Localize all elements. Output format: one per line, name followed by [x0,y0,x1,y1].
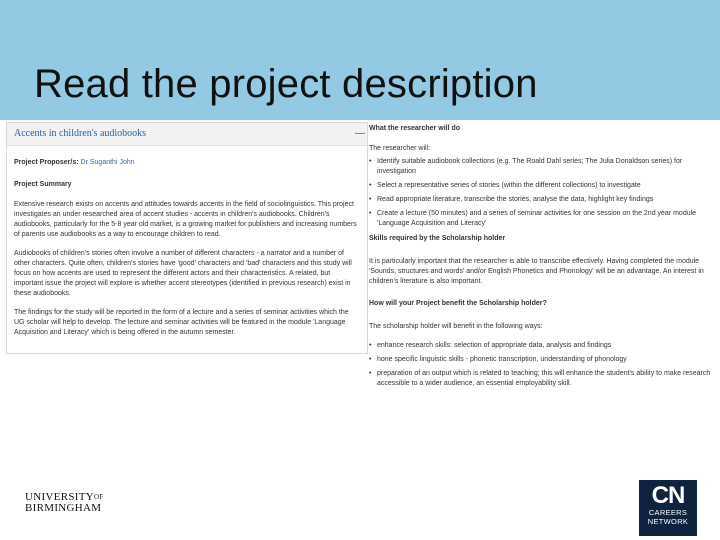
benefit-list [369,341,719,389]
list-item [369,355,719,365]
bullet-icon: • [369,210,372,217]
task-text: Read appropriate literature, transcribe the stories, analyse the data, highlight key findings [377,196,654,203]
university-line1: UNIVERSITY [25,491,94,503]
summary-heading: Project Summary [14,181,72,188]
benefit-text: enhance research skills: selection of appropriate data, analysis and findings [377,342,612,349]
university-line2: BIRMINGHAM [25,502,102,514]
panel-title: Accents in children's audiobooks [14,128,147,139]
careers-network-logo [639,480,697,536]
cn-line2: NETWORK [647,517,689,526]
researcher-heading: What the researcher will do [369,125,461,132]
bullet-icon: • [369,356,372,363]
benefit-intro: The scholarship holder will benefit in the following ways: [369,323,543,330]
slide-title: Read the project description [34,62,538,106]
proposer-label: Project Proposer/s: [14,159,79,166]
project-details [369,124,719,394]
list-item [369,369,719,389]
cn-mark: CN [651,482,685,509]
bullet-icon: • [369,182,372,189]
proposer-link[interactable]: Dr Suganthi John [80,159,135,166]
list-item [369,341,719,351]
skills-text: It is particularly important that the researcher is able to transcribe effectively. Having completed the module 'Sounds, structures and words' and/or English Phonetics and Phonology' will be an advantage. An interest in children's literature is also important. [369,258,704,285]
summary-paragraph: Extensive research exists on accents and attitudes towards accents in the field of sociolinguistics. This project investigates an under researched area of accent studies - accents in children's audiobooks. Children's audiobooks, particularly for the 5-8 year old market, is a growing market for publishers and increasing numbers of parents use audiobooks as a way to encourage children to read. [14,201,357,238]
bullet-icon: • [369,342,372,349]
task-text: Identify suitable audiobook collections (e.g. The Roald Dahl series; The Julia Donaldson series) for investigation [377,158,683,175]
task-text: Create a lecture (50 minutes) and a series of seminar activities for one session on the 2nd year module 'Language Acquisition and Literacy' [377,210,697,227]
cn-line1: CAREERS [648,508,688,517]
skills-heading: Skills required by the Scholarship holder [369,235,506,242]
benefit-text: hone specific linguistic skills - phonetic transcription, understanding of phonology [377,356,627,363]
summary-paragraph: The findings for the study will be reported in the form of a lecture and a series of seminar activities which the UG scholar will help to develop. The lecture and seminar activities will be featured in the module 'Language Acquisition and Literacy' which is being offered in the autumn semester. [14,309,349,336]
panel-header[interactable] [7,123,367,146]
task-text: Select a representative series of stories (within the different collections) to investigate [377,182,641,189]
bullet-icon: • [369,158,372,165]
list-item [369,157,719,177]
project-panel [6,122,368,354]
list-item [369,195,719,205]
list-item [369,181,719,191]
benefit-text: preparation of an output which is related to teaching; this will enhance the student's ability to make research accessible to a wider audience, an essential employability skill. [377,370,711,387]
proposer-row [14,158,360,168]
university-of: OF [94,493,104,501]
bullet-icon: • [369,196,372,203]
researcher-task-list [369,157,719,229]
panel-body [7,146,367,338]
university-logo [25,492,104,514]
summary-paragraph: Audiobooks of children's stories often involve a number of different characters - a narrator and a number of other characters. Quite often, children's stories have 'good' characters and 'bad' characters and this study will focus on how accents are used to represent the different actors and their characteristics. A related, but important issue the project will explore is whether accent stereotypes (identified in previous research) exist in these audiobooks. [14,250,352,297]
bullet-icon: • [369,370,372,377]
minus-icon[interactable]: — [355,128,365,139]
benefit-heading: How will your Project benefit the Scholarship holder? [369,300,547,307]
researcher-intro: The researcher will: [369,145,431,152]
list-item [369,209,719,229]
